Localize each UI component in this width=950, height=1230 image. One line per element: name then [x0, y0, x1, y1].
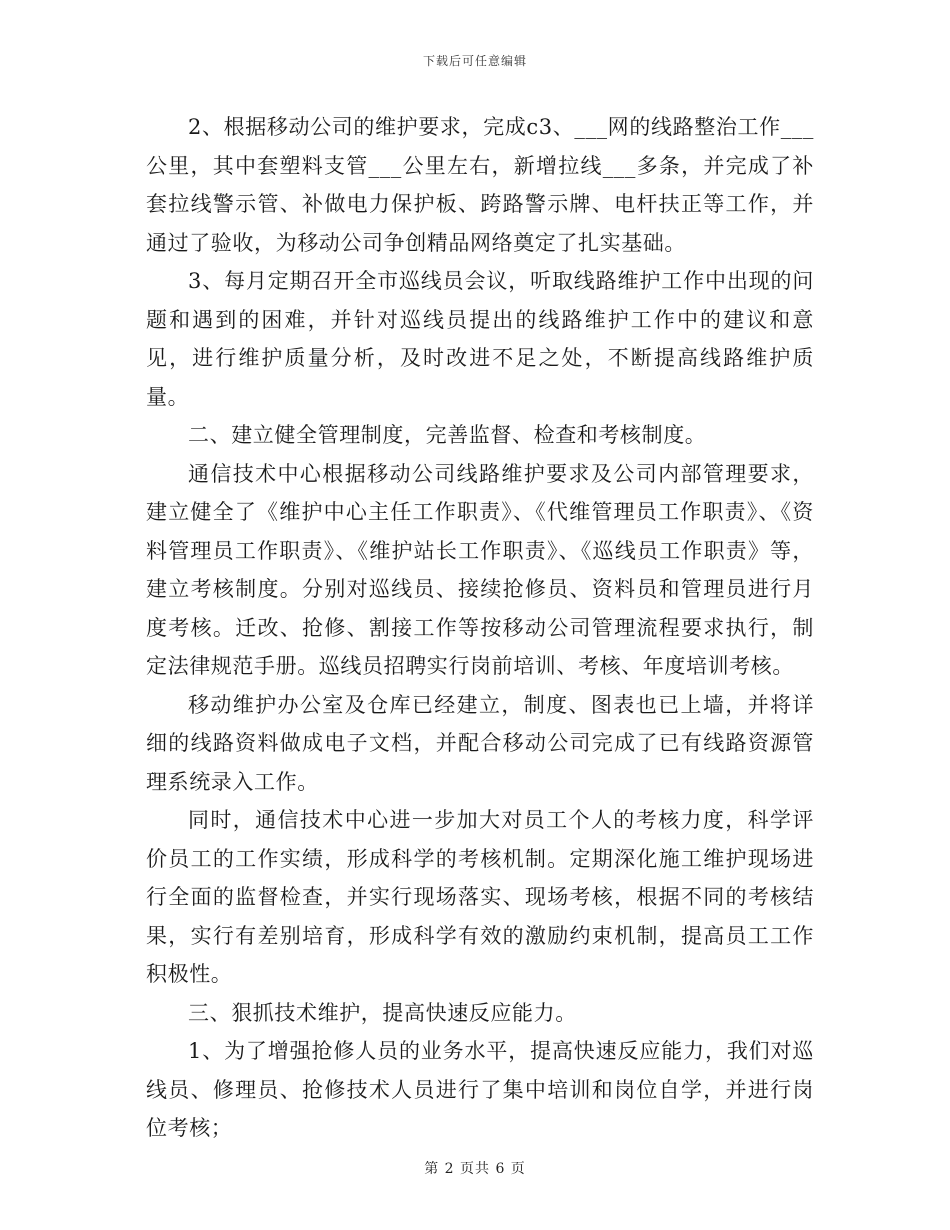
paragraph-training: 1、为了增强抢修人员的业务水平，提高快速反应能力，我们对巡线员、修理员、抢修技术人员进行了集中培训和岗位自学，并进行岗位考核； [146, 1039, 814, 1140]
document-body [146, 108, 814, 1148]
paragraph-monthly-meeting: 3、每月定期召开全市巡线员会议，听取线路维护工作中出现的问题和遇到的困难，并针对巡线员提出的线路维护工作中的建议和意见，进行维护质量分析，及时改进不足之处，不断提高线路维护质量。 [146, 269, 814, 409]
paragraph-office-warehouse: 移动维护办公室及仓库已经建立，制度、图表也已上墙，并将详细的线路资料做成电子文档，并配合移动公司完成了已有线路资源管理系统录入工作。 [146, 692, 814, 794]
paragraph-job-responsibilities: 通信技术中心根据移动公司线路维护要求及公司内部管理要求，建立健全了《维护中心主任工作职责》、《代维管理员工作职责》、《资料管理员工作职责》、《维护站长工作职责》、《巡线员工作职责》等，建立考核制度。分别对巡线员、接续抢修员、资料员和管理员进行月度考核。迁改、抢修、割接工作等按移动公司管理流程要求执行，制定法律规范手册。巡线员招聘实行岗前培训、考核、年度培训考核。 [146, 461, 814, 678]
page-footer: 第 2 页共 6 页 [424, 1161, 526, 1177]
section-heading-technical-maintenance: 三、狠抓技术维护，提高快速反应能力。 [188, 1000, 577, 1025]
page-header: 下载后可任意编辑 [422, 54, 527, 68]
section-heading-management-system: 二、建立健全管理制度，完善监督、检查和考核制度。 [188, 423, 707, 447]
paragraph-assessment-mechanism: 同时，通信技术中心进一步加大对员工个人的考核力度，科学评价员工的工作实绩，形成科学的考核机制。定期深化施工维护现场进行全面的监督检查，并实行现场落实、现场考核，根据不同的考核结果，实行有差别培育，形成科学有效的激励约束机制，提高员工工作积极性。 [146, 808, 814, 986]
paragraph-maintenance-work: 2、根据移动公司的维护要求，完成c3、___网的线路整治工作___公里，其中套塑料支管___公里左右，新增拉线___多条，并完成了补套拉线警示管、补做电力保护板、跨路警示牌、电杆扶正等工作，并通过了验收，为移动公司争创精品网络奠定了扎实基础。 [146, 115, 814, 255]
